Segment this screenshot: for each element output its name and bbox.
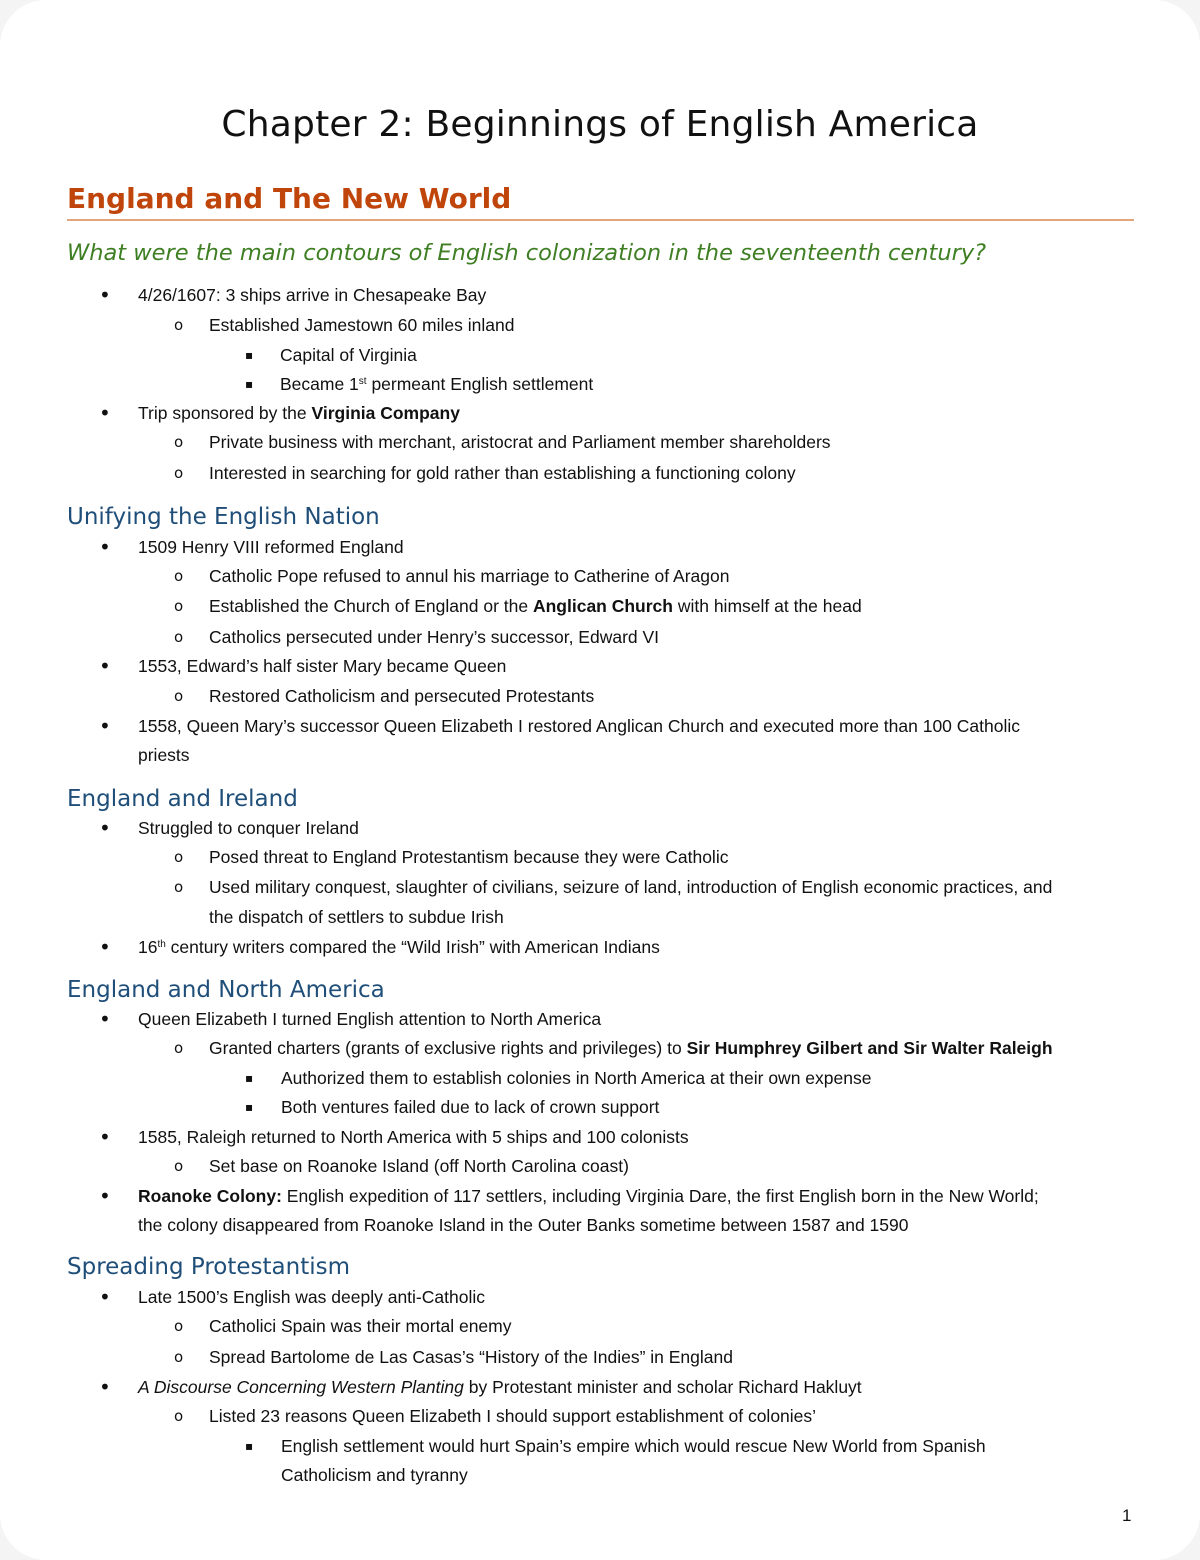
circle-marker: o bbox=[174, 567, 184, 585]
list-item: Private business with merchant, aristocrat and Parliament member shareholders bbox=[209, 432, 831, 452]
list-item: Roanoke Colony: English expedition of 117 settlers, including Virginia Dare, the first English born in the New World; bbox=[138, 1186, 1039, 1206]
list-item: Used military conquest, slaughter of civilians, seizure of land, introduction of English economic practices, and bbox=[209, 877, 1053, 897]
bullet-marker: • bbox=[99, 654, 111, 678]
list-item: Spread Bartolome de Las Casas’s “History of the Indies” in England bbox=[209, 1347, 733, 1367]
list-item: English settlement would hurt Spain’s empire which would rescue New World from Spanish bbox=[281, 1436, 986, 1456]
list-item-continuation: the colony disappeared from Roanoke Island in the Outer Banks sometime between 1587 and 1590 bbox=[138, 1215, 909, 1235]
bullet-marker: • bbox=[99, 401, 111, 425]
list-item: Granted charters (grants of exclusive rights and privileges) to Sir Humphrey Gilbert and Sir Walter Raleigh bbox=[209, 1038, 1053, 1058]
list-item: Late 1500’s English was deeply anti-Catholic bbox=[138, 1287, 485, 1307]
list-item: Struggled to conquer Ireland bbox=[138, 818, 359, 838]
circle-marker: o bbox=[174, 1039, 184, 1057]
list-item: 16th century writers compared the “Wild Irish” with American Indians bbox=[138, 937, 660, 957]
square-marker: ▪ bbox=[245, 348, 254, 362]
circle-marker: o bbox=[174, 878, 184, 896]
circle-marker: o bbox=[174, 316, 184, 334]
section-heading-north-america: England and North America bbox=[67, 977, 385, 1003]
list-item: Established Jamestown 60 miles inland bbox=[209, 315, 515, 335]
circle-marker: o bbox=[174, 848, 184, 866]
list-item: Catholic Pope refused to annul his marriage to Catherine of Aragon bbox=[209, 566, 730, 586]
list-item: 1558, Queen Mary’s successor Queen Elizabeth I restored Anglican Church and executed more than 100 Catholic bbox=[138, 716, 1020, 736]
list-item: Capital of Virginia bbox=[280, 345, 417, 365]
circle-marker: o bbox=[174, 464, 184, 482]
bullet-marker: • bbox=[99, 1007, 111, 1031]
circle-marker: o bbox=[174, 1348, 184, 1366]
section-heading-new-world: England and The New World bbox=[67, 182, 512, 215]
bullet-marker: • bbox=[99, 935, 111, 959]
circle-marker: o bbox=[174, 1157, 184, 1175]
circle-marker: o bbox=[174, 687, 184, 705]
bullet-marker: • bbox=[99, 1375, 111, 1399]
circle-marker: o bbox=[174, 628, 184, 646]
circle-marker: o bbox=[174, 597, 184, 615]
bullet-marker: • bbox=[99, 1184, 111, 1208]
section-heading-ireland: England and Ireland bbox=[67, 786, 298, 812]
guiding-question: What were the main contours of English colonization in the seventeenth century? bbox=[67, 240, 987, 266]
circle-marker: o bbox=[174, 1407, 184, 1425]
list-item: Established the Church of England or the Anglican Church with himself at the head bbox=[209, 596, 862, 616]
list-item-continuation: the dispatch of settlers to subdue Irish bbox=[209, 907, 504, 927]
section-heading-unifying: Unifying the English Nation bbox=[67, 504, 380, 530]
list-item: Posed threat to England Protestantism because they were Catholic bbox=[209, 847, 729, 867]
bullet-marker: • bbox=[99, 816, 111, 840]
bullet-marker: • bbox=[99, 714, 111, 738]
list-item-continuation: Catholicism and tyranny bbox=[281, 1465, 468, 1485]
list-item: 4/26/1607: 3 ships arrive in Chesapeake Bay bbox=[138, 285, 487, 305]
list-item: Catholics persecuted under Henry’s successor, Edward VI bbox=[209, 627, 660, 647]
bullet-marker: • bbox=[99, 283, 111, 307]
list-item: Listed 23 reasons Queen Elizabeth I should support establishment of colonies’ bbox=[209, 1406, 817, 1426]
list-item: 1553, Edward’s half sister Mary became Queen bbox=[138, 656, 507, 676]
list-item: Authorized them to establish colonies in North America at their own expense bbox=[281, 1068, 872, 1088]
list-item: Became 1st permeant English settlement bbox=[280, 374, 594, 394]
list-item: Restored Catholicism and persecuted Protestants bbox=[209, 686, 595, 706]
circle-marker: o bbox=[174, 433, 184, 451]
list-item: Catholici Spain was their mortal enemy bbox=[209, 1316, 512, 1336]
bullet-marker: • bbox=[99, 535, 111, 559]
bullet-marker: • bbox=[99, 1125, 111, 1149]
list-item: 1509 Henry VIII reformed England bbox=[138, 537, 404, 557]
heading-divider bbox=[67, 219, 1134, 221]
bullet-marker: • bbox=[99, 1285, 111, 1309]
list-item: Trip sponsored by the Virginia Company bbox=[138, 403, 460, 423]
list-item: Both ventures failed due to lack of crown support bbox=[281, 1097, 660, 1117]
square-marker: ▪ bbox=[245, 1071, 254, 1085]
list-item: 1585, Raleigh returned to North America with 5 ships and 100 colonists bbox=[138, 1127, 689, 1147]
page-number: 1 bbox=[1122, 1506, 1132, 1525]
section-heading-protestantism: Spreading Protestantism bbox=[67, 1254, 350, 1280]
document-title: Chapter 2: Beginnings of English America bbox=[221, 104, 979, 145]
list-item: Queen Elizabeth I turned English attention to North America bbox=[138, 1009, 602, 1029]
list-item-continuation: priests bbox=[138, 745, 190, 765]
list-item: Set base on Roanoke Island (off North Carolina coast) bbox=[209, 1156, 629, 1176]
square-marker: ▪ bbox=[245, 1439, 254, 1453]
list-item: Interested in searching for gold rather than establishing a functioning colony bbox=[209, 463, 796, 483]
square-marker: ▪ bbox=[245, 1100, 254, 1114]
square-marker: ▪ bbox=[245, 377, 254, 391]
circle-marker: o bbox=[174, 1317, 184, 1335]
list-item: A Discourse Concerning Western Planting by Protestant minister and scholar Richard Hakluyt bbox=[138, 1377, 862, 1397]
